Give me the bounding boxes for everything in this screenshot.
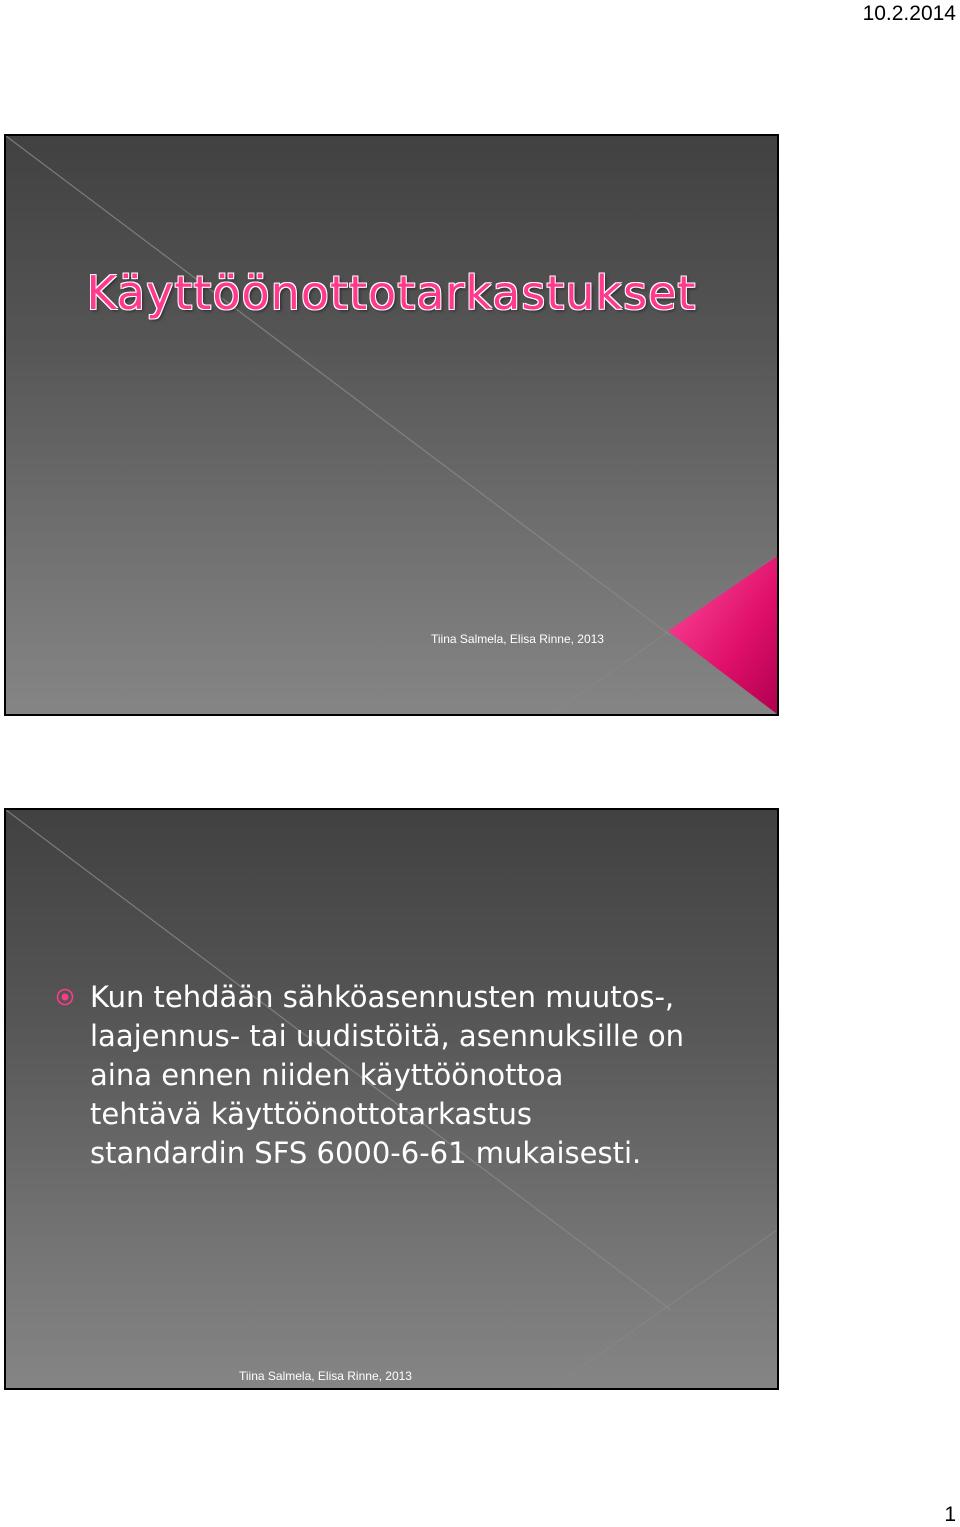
- circle-bullet-icon: [56, 988, 74, 1006]
- slide-title-text: Käyttöönottotarkastukset: [86, 266, 697, 320]
- page-date: 10.2.2014: [862, 2, 956, 25]
- slide-footer: Tiina Salmela, Elisa Rinne, 2013: [431, 632, 604, 646]
- bullet-line: laajennus- tai uudistöitä, asennuksille on: [90, 1019, 685, 1053]
- pink-triangle-decor: [668, 556, 777, 714]
- bullet-item: [52, 978, 752, 1173]
- bullet-list: [52, 978, 752, 1173]
- bullet-line: standardin SFS 6000-6-61 mukaisesti.: [90, 1136, 642, 1170]
- slide-title: [4, 134, 779, 716]
- slide-background-decor: [6, 136, 777, 714]
- slide-footer: Tiina Salmela, Elisa Rinne, 2013: [239, 1369, 412, 1383]
- slide-content: [4, 808, 779, 1390]
- bullet-line: Kun tehdään sähköasennusten muutos-,: [90, 980, 675, 1014]
- bullet-line: aina ennen niiden käyttöönottoa: [90, 1058, 564, 1092]
- bullet-line: tehtävä käyttöönottotarkastus: [90, 1097, 533, 1131]
- page-number: 1: [944, 1503, 956, 1526]
